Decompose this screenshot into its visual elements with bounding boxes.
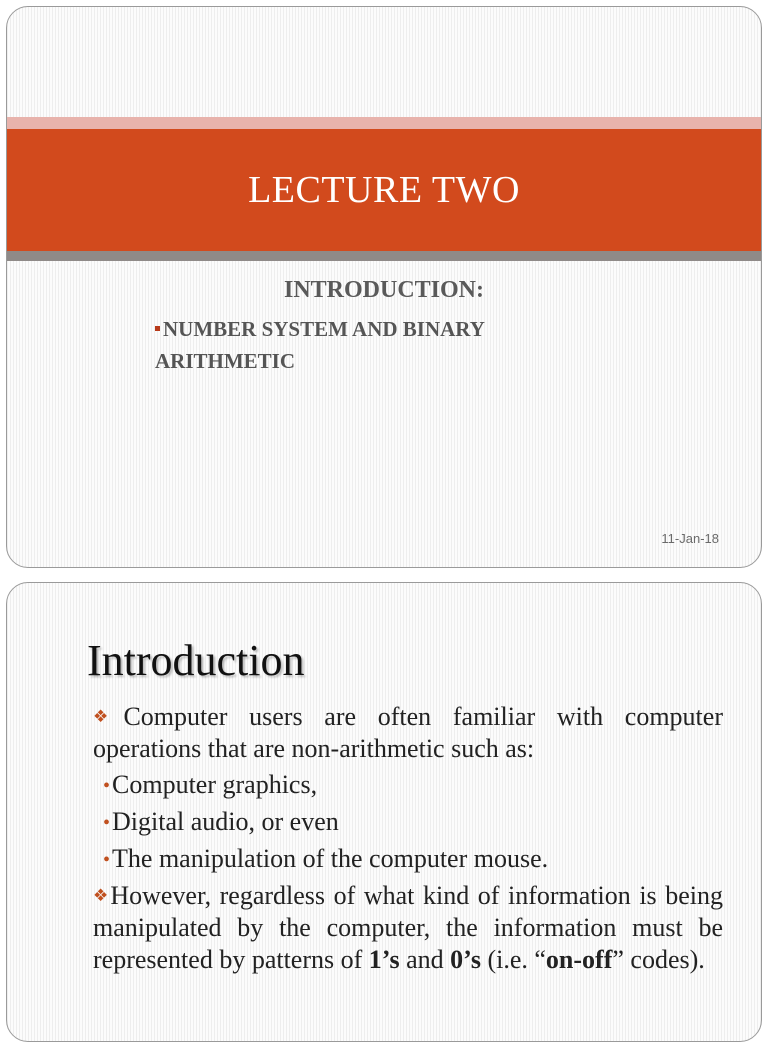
- paragraph-2: [93, 880, 723, 976]
- title-band: [7, 129, 761, 251]
- slide-title: LECTURE TWO: [248, 169, 520, 211]
- diamond-bullet-icon: ❖: [93, 707, 124, 726]
- slide-title: Introduction: [87, 636, 305, 685]
- open-text: (i.e. “: [480, 945, 546, 974]
- dot-bullet-icon: •: [103, 812, 111, 834]
- paragraph-1-text: Computer users are often familiar with computer operations that are non-arithmetic such as:: [93, 702, 723, 763]
- slide-1: [6, 6, 762, 568]
- sub-bullet-text: Digital audio, or even: [112, 807, 339, 836]
- ones-text: 1’s: [368, 945, 400, 974]
- sub-bullet-text: The manipulation of the computer mouse.: [112, 844, 549, 873]
- dot-bullet-icon: •: [103, 849, 111, 871]
- slide-body: [93, 701, 723, 980]
- square-bullet-icon: [155, 326, 160, 331]
- sub-bullet: [103, 843, 723, 876]
- close-text: ” codes).: [612, 945, 705, 974]
- diamond-bullet-icon: ❖: [93, 886, 111, 905]
- subtitle-item: [155, 313, 575, 377]
- title-band-bottom-stripe: [7, 251, 761, 261]
- and-text: and: [399, 945, 451, 974]
- slide-2: [6, 582, 762, 1042]
- on-off-text: on-off: [545, 945, 613, 974]
- subtitle-item-text: NUMBER SYSTEM AND BINARY ARITHMETIC: [155, 317, 485, 373]
- zeros-text: 0’s: [450, 945, 481, 974]
- sub-bullet: [103, 769, 723, 802]
- slide-date: 11-Jan-18: [661, 531, 719, 546]
- paragraph-1: [93, 701, 723, 765]
- paragraph-2-text: However, regardless of what kind of information is being manipulated by the computer, the information must be represented by patterns of: [93, 881, 723, 974]
- dot-bullet-icon: •: [103, 775, 111, 797]
- title-band-top-stripe: [7, 117, 761, 129]
- sub-bullet-text: Computer graphics,: [112, 770, 318, 799]
- subtitle-heading: INTRODUCTION:: [283, 277, 484, 303]
- sub-bullet: [103, 806, 723, 839]
